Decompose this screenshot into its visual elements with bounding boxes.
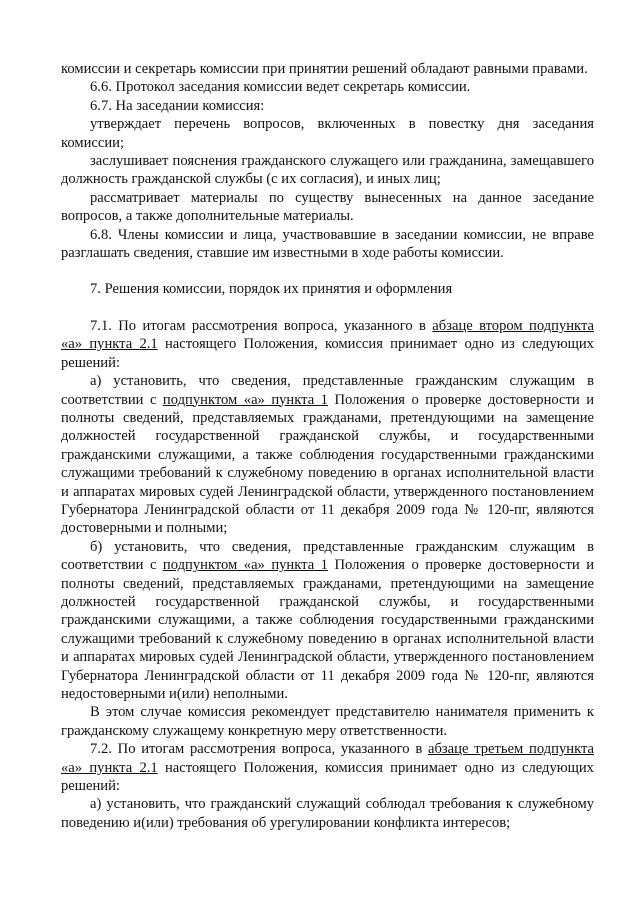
document-page: [61, 60, 594, 832]
text-segment: Положения о проверке достоверности и полноты сведений, представляемых гражданами, претендующими на замещение должностей государственной гражданской службы, и государственными гражданскими служащими, а также соблюдения государственными гражданскими служащими требований к служебному поведению в органах исполнительной власти и аппаратах мировых судей Ленинградской области, утвержденного постановлением Губернатора Ленинградской области от 11 декабря 2009 года № 120-пг, являются недостоверными и(или) неполными.: [61, 557, 595, 702]
paragraph-6-6: 6.6. Протокол заседания комиссии ведет секретарь комиссии.: [90, 79, 471, 96]
paragraph-reviews-materials: рассматривает материалы по существу вынесенных на данное заседание вопросов, а также дополнительные материалы.: [61, 189, 594, 225]
section-heading-7: 7. Решения комиссии, порядок их принятия и оформления: [90, 281, 453, 298]
text-segment: 7.1. По итогам рассмотрения вопроса, указанного в: [90, 317, 433, 334]
paragraph-6-7: 6.7. На заседании комиссия:: [90, 97, 265, 114]
link-paragraph-2-1-third[interactable]: абзаце третьем подпункта «а» пункта 2.1: [61, 741, 594, 776]
text-segment: б) установить, что сведения, представленные гражданским служащим в соответствии с: [61, 538, 594, 574]
paragraph-commission-voting: комиссии и секретарь комиссии при принятии решений обладают равными правами.: [61, 61, 588, 77]
text-segment: настоящего Положения, комиссия принимает одно из следующих решений:: [61, 336, 594, 371]
link-subparagraph-a-point-1[interactable]: подпунктом «а» пункта 1: [162, 557, 328, 574]
paragraph-approves-agenda: утверждает перечень вопросов, включенных в повестку дня заседания комиссии;: [61, 116, 594, 151]
paragraph-7-1-a: [61, 372, 594, 538]
paragraph-6-8: 6.8. Члены комиссии и лица, участвовавшие в заседании комиссии, не вправе разглашать сведения, ставшие им известными в ходе работы комиссии.: [61, 226, 594, 262]
text-segment: настоящего Положения, комиссия принимает одно из следующих решений:: [61, 759, 594, 795]
paragraph-7-1-b: [61, 538, 594, 704]
link-paragraph-2-1-second[interactable]: абзаце втором подпункта «а» пункта 2.1: [61, 317, 594, 353]
link-subparagraph-a-point-1[interactable]: подпунктом «а» пункта 1: [162, 391, 328, 408]
text-segment: 7.2. По итогам рассмотрения вопроса, указанного в: [90, 741, 429, 758]
paragraph-hears-explanations: заслушивает пояснения гражданского служащего или гражданина, замещавшего должность гражданской службы (с их согласия), и иных лиц;: [61, 153, 594, 188]
paragraph-7-1-recommendation: В этом случае комиссия рекомендует представителю нанимателя применить к гражданскому служащему конкретную меру ответственности.: [61, 704, 594, 739]
paragraph-7-1: [61, 317, 594, 372]
text-segment: Положения о проверке достоверности и полноты сведений, представляемых гражданами, претендующими на замещение должностей государственной гражданской службы, и государственными гражданскими служащими, а также соблюдения государственными гражданскими служащими требований к служебному поведению в органах исполнительной власти и аппаратах мировых судей Ленинградской области, утвержденного постановлением Губернатора Ленинградской области от 11 декабря 2009 года № 120-пг, являются достоверными и полными;: [61, 391, 595, 537]
text-segment: а) установить, что сведения, представленные гражданским служащим в соответствии с: [61, 373, 594, 408]
paragraph-7-2-a: а) установить, что гражданский служащий соблюдал требования к служебному поведению и(или) требования об урегулировании конфликта интересов;: [61, 796, 594, 831]
paragraph-7-2: [61, 740, 594, 795]
